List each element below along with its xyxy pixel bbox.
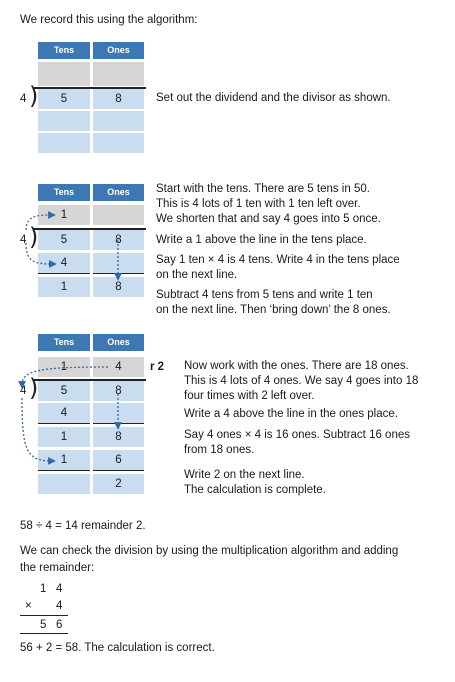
step3-p1-line2: This is 4 lots of 4 ones. We say 4 goes into 18 <box>184 375 419 387</box>
row1-tens: 5 <box>38 381 90 401</box>
difference-ones: 8 <box>93 277 144 297</box>
row3-ones: 8 <box>93 427 144 447</box>
step1-text: Set out the dividend and the divisor as shown. <box>156 92 391 104</box>
ones-header: Ones <box>93 184 144 201</box>
step2-p2: Write a 1 above the line in the tens place. <box>156 234 367 246</box>
row1-ones: 8 <box>93 381 144 401</box>
row2-tens: 4 <box>38 403 90 424</box>
divisor: 4 <box>20 93 27 105</box>
empty-cell <box>38 133 90 153</box>
step3-p1-line1: Now work with the ones. There are 18 ones. <box>184 360 409 372</box>
step2-p1-line3: We shorten that and say 4 goes into 5 once. <box>156 213 381 225</box>
remainder-label: r 2 <box>150 361 165 373</box>
step3-p1-line3: four times with 2 left over. <box>184 390 315 402</box>
step3-p4-line2: The calculation is complete. <box>184 484 326 496</box>
division-line <box>34 87 146 89</box>
mult-line <box>20 633 68 634</box>
step2-p1-line1: Start with the tens. There are 5 tens in 50. <box>156 183 370 195</box>
ones-header: Ones <box>93 334 144 351</box>
row3-tens: 1 <box>38 427 90 447</box>
row5-ones: 2 <box>93 474 144 494</box>
row4-ones: 6 <box>93 450 144 471</box>
quotient-tens: 1 <box>38 205 90 225</box>
quotient-tens-cell <box>38 62 90 86</box>
quotient-ones-cell <box>93 62 144 86</box>
division-bracket: ) <box>29 374 39 402</box>
step3-p3-line1: Say 4 ones × 4 is 16 ones. Subtract 16 ones <box>184 429 410 441</box>
mult-line <box>20 615 68 616</box>
result-text: 58 ÷ 4 = 14 remainder 2. <box>20 520 146 532</box>
mult-res-ones: 6 <box>56 619 63 631</box>
step3-p4-line1: Write 2 on the next line. <box>184 469 305 481</box>
quotient-ones: 4 <box>93 357 144 377</box>
mult-operator: × <box>25 600 32 612</box>
division-bracket: ) <box>29 82 39 110</box>
final-text: 56 + 2 = 58. The calculation is correct. <box>20 642 215 654</box>
dividend-tens: 5 <box>38 230 90 250</box>
mult-top-tens: 1 <box>40 583 47 595</box>
empty-cell <box>93 111 144 131</box>
dividend-tens: 5 <box>38 89 90 109</box>
empty-cell <box>93 133 144 153</box>
ones-header: Ones <box>93 42 144 59</box>
step2-arrows <box>0 180 160 300</box>
empty-cell <box>38 111 90 131</box>
dividend-ones: 8 <box>93 230 144 250</box>
step2-p1-line2: This is 4 lots of 1 ten with 1 ten left over. <box>156 198 361 210</box>
tens-header: Tens <box>38 42 90 59</box>
step2-p4-line2: on the next line. Then ‘bring down’ the 8 ones. <box>156 304 391 316</box>
arrow-icon <box>26 243 53 264</box>
divisor: 4 <box>20 385 27 397</box>
step2-p3-line1: Say 1 ten × 4 is 4 tens. Write 4 in the tens place <box>156 254 400 266</box>
arrow-icon <box>22 398 52 461</box>
step3-p2: Write a 4 above the line in the ones place. <box>184 408 398 420</box>
division-bracket: ) <box>29 223 39 251</box>
step2-p3-line2: on the next line. <box>156 269 238 281</box>
mult-top-ones: 4 <box>56 583 63 595</box>
intro-text: We record this using the algorithm: <box>20 14 198 26</box>
product-tens: 4 <box>38 253 90 274</box>
mult-res-tens: 5 <box>40 619 47 631</box>
divisor: 4 <box>20 234 27 246</box>
tens-header: Tens <box>38 184 90 201</box>
step3-p3-line2: from 18 ones. <box>184 444 255 456</box>
mult-mid-ones: 4 <box>56 600 63 612</box>
step2-p4-line1: Subtract 4 tens from 5 tens and write 1 ten <box>156 289 373 301</box>
check-text-line2: the remainder: <box>20 562 95 574</box>
row4-tens: 1 <box>38 450 90 471</box>
arrow-icon <box>26 215 52 230</box>
arrow-icon <box>22 367 108 385</box>
tens-header: Tens <box>38 334 90 351</box>
difference-tens: 1 <box>38 277 90 297</box>
dividend-ones: 8 <box>93 89 144 109</box>
quotient-tens: 1 <box>38 357 90 377</box>
step3-arrows <box>0 330 160 500</box>
check-text-line1: We can check the division by using the multiplication algorithm and adding <box>20 545 399 557</box>
